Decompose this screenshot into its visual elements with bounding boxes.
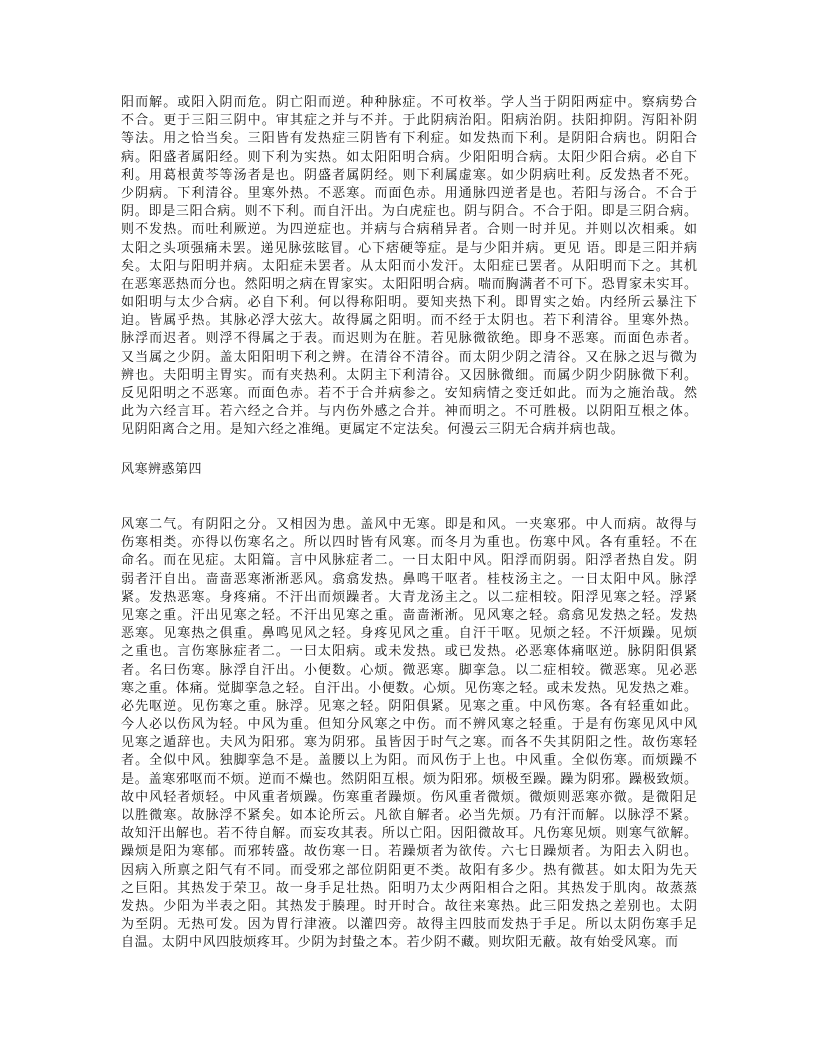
text-line: 见寒之重。汗出见寒之轻。不汗出见寒之重。啬啬淅淅。见风寒之轻。翕翕见发热之轻。发热 xyxy=(121,607,697,623)
text-line: 故知汗出解也。若不待自解。而妄攻其表。所以亡阳。因阳微故耳。凡伤寒见烦。则寒气欲解。 xyxy=(121,826,697,842)
text-line: 迫。皆属乎热。其脉必浮大弦大。故得属之阳明。而不经于太阴也。若下利清谷。里寒外热。 xyxy=(121,313,697,329)
text-line: 伤寒相类。亦得以伤寒名之。所以四时皆有风寒。而冬月为重也。伤寒中风。各有重轻。不在 xyxy=(121,535,697,551)
text-line: 以胜微寒。故脉浮不紧矣。如本论所云。凡欲自解者。必当先烦。乃有汗而解。以脉浮不紧。 xyxy=(121,808,697,823)
text-line: 发热。少阳为半表之阳。其热发于腠理。时开时合。故往来寒热。此三阳发热之差别也。太阴 xyxy=(121,898,697,914)
text-line: 在恶寒恶热而分也。然阳明之病在胃家实。太阳阳明合病。喘而胸满者不可下。恐胃家未实耳。 xyxy=(121,276,697,292)
text-line: 太阳之头项强痛未罢。递见脉弦眩冒。心下痞硬等症。是与少阳并病。更见 语。即是三阳并病 xyxy=(121,240,697,256)
text-line: 是。盖寒邪呕而不烦。逆而不燥也。然阴阳互根。烦为阳邪。烦极至躁。躁为阴邪。躁极致烦。 xyxy=(121,771,697,787)
section-heading: 风寒辨惑第四 xyxy=(121,462,203,477)
text-line: 少阴病。下利清谷。里寒外热。不恶寒。而面色赤。用通脉四逆者是也。若阳与汤合。不合于 xyxy=(121,185,697,201)
text-line: 见寒之遁辞也。夫风为阳邪。寒为阴邪。虽皆因于时气之寒。而各不失其阴阳之性。故伤寒轻 xyxy=(121,735,697,751)
text-line: 不合。更于三阳三阴中。审其症之并与不并。于此阴病治阳。阳病治阴。扶阳抑阴。泻阳补阴 xyxy=(121,113,697,129)
text-line: 如阳明与太少合病。必自下利。何以得称阳明。要知夹热下利。即胃实之始。内经所云暴注下 xyxy=(121,295,697,311)
text-line: 则不发热。而吐利厥逆。为四逆症也。并病与合病稍异者。合则一时并见。并则以次相乘。如 xyxy=(121,222,697,238)
text-line: 病。阳盛者属阳经。则下利为实热。如太阳阳明合病。少阳阳明合病。太阳少阳合病。必自下 xyxy=(121,149,697,165)
text-line: 等法。用之恰当矣。三阳皆有发热症三阴皆有下利症。如发热而下利。是阴阳合病也。阴阳合 xyxy=(121,131,697,147)
text-line: 弱者汗自出。啬啬恶寒淅淅恶风。翕翕发热。鼻鸣干呕者。桂枝汤主之。一日太阳中风。脉浮 xyxy=(121,571,697,587)
text-line: 阳而解。或阳入阴而危。阴亡阳而逆。种种脉症。不可枚举。学人当于阴阳两症中。察病势合 xyxy=(121,95,697,110)
text-line: 命名。而在见症。太阳篇。言中风脉症者二。一日太阳中风。阳浮而阴弱。阳浮者热自发。阴 xyxy=(121,553,697,569)
text-line: 恶寒。见寒热之俱重。鼻鸣见风之轻。身疼见风之重。自汗干呕。见烦之轻。不汗烦躁。见烦 xyxy=(121,626,697,642)
text-line: 脉浮而迟者。则浮不得属之于表。而迟则为在脏。若见脉微欲绝。即身不恶寒。而面色赤者。 xyxy=(121,331,697,347)
paragraph-1 xyxy=(121,94,697,440)
text-line: 故中风轻者烦轻。中风重者烦躁。伤寒重者躁烦。伤风重者微烦。微烦则恶寒亦微。是微阳足 xyxy=(121,789,697,805)
text-line: 利。用葛根黄芩等汤者是也。阴盛者属阴经。则下利属虚寒。如少阴病吐利。反发热者不死。 xyxy=(121,167,697,183)
text-line: 为至阴。无热可发。因为胃行津液。以灌四旁。故得主四肢而发热于手足。所以太阴伤寒手足 xyxy=(121,917,697,933)
text-line: 必先呕逆。见伤寒之重。脉浮。见寒之轻。阴阳俱紧。见寒之重。中风伤寒。各有轻重如此。 xyxy=(121,698,697,714)
text-line: 此为六经言耳。若六经之合并。与内伤外感之合并。神而明之。不可胜极。以阴阳互根之体。 xyxy=(121,404,697,420)
text-line: 矣。太阳与阳明并病。太阳症未罢者。从太阳而小发汗。太阳症已罢者。从阳明而下之。其机 xyxy=(121,258,697,274)
text-line: 躁烦是阳为寒郁。而邪转盛。故伤寒一日。若躁烦者为欲传。六七日躁烦者。为阳去入阴也。 xyxy=(121,844,697,860)
text-line: 之重也。言伤寒脉症者二。一曰太阳病。或未发热。或已发热。必恶寒体痛呕逆。脉阴阳俱紧 xyxy=(121,644,697,660)
text-line: 紧。发热恶寒。身疼痛。不汗出而烦躁者。大青龙汤主之。以二症相较。阳浮见寒之轻。浮紧 xyxy=(121,589,697,605)
text-line: 者。全似中风。独脚挛急不是。盖腰以上为阳。而风伤于上也。中风重。全似伤寒。而烦躁不 xyxy=(121,753,697,769)
text-line: 又当属之少阴。盖太阳阳明下利之辨。在清谷不清谷。而太阴少阴之清谷。又在脉之迟与微为 xyxy=(121,349,697,365)
text-line: 辨也。夫阳明主胃实。而有夹热利。太阴主下利清谷。又因脉微细。而属少阴少阴脉微下利。 xyxy=(121,367,697,383)
text-line: 寒之重。体痛。觉脚挛急之轻。自汗出。小便数。心烦。见伤寒之轻。或未发热。见发热之难。 xyxy=(121,680,697,696)
text-line: 自温。太阴中风四肢烦疼耳。少阴为封蛰之本。若少阴不藏。则坎阳无蔽。故有始受风寒。而 xyxy=(121,935,679,951)
text-line: 风寒二气。有阴阳之分。又相因为患。盖风中无寒。即是和风。一夹寒邪。中人而病。故得与 xyxy=(121,517,697,532)
text-line: 阴。即是三阳合病。则不下利。而自汗出。为白虎症也。阴与阴合。不合于阳。即是三阴合病。 xyxy=(121,204,697,220)
text-line: 见阴阳离合之用。是知六经之准绳。更属定不定法矣。何漫云三阴无合病并病也哉。 xyxy=(121,422,625,438)
text-line: 者。名曰伤寒。脉浮自汗出。小便数。心烦。微恶寒。脚挛急。以二症相较。微恶寒。见必恶 xyxy=(121,662,697,678)
paragraph-2 xyxy=(121,516,697,953)
text-line: 之巨阳。其热发于荣卫。故一身手足壮热。阳明乃太少两阳相合之阳。其热发于肌肉。故蒸蒸 xyxy=(121,880,697,896)
text-line: 因病入所禀之阳气有不同。而受邪之部位阴阳更不类。故阳有多少。热有微甚。如太阳为先天 xyxy=(121,862,697,878)
text-line: 反见阳明之不恶寒。而面色赤。若不于合并病参之。安知病情之变迁如此。而为之施治哉。然 xyxy=(121,386,697,401)
text-line: 今人必以伤风为轻。中风为重。但知分风寒之中伤。而不辨风寒之轻重。于是有伤寒见风中风 xyxy=(121,717,697,733)
